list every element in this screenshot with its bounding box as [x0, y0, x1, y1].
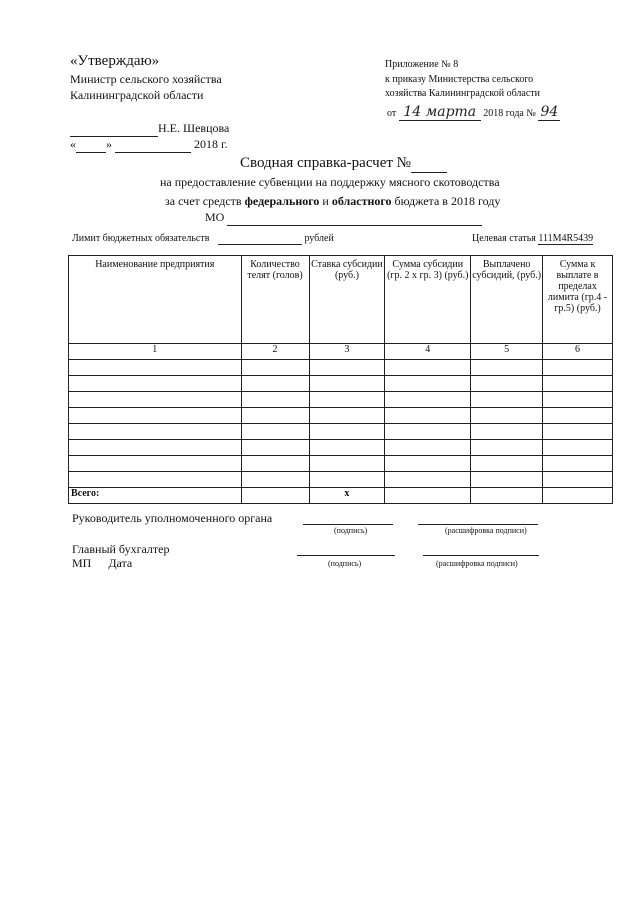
total-rate-x: х [309, 488, 385, 504]
head-decode-line [418, 524, 538, 525]
col-number: 1 [69, 344, 242, 360]
table-row [69, 360, 613, 376]
accountant-decode-hint: (расшифровка подписи) [436, 559, 518, 568]
table-cell[interactable] [543, 408, 613, 424]
date-quote-open: « [70, 137, 76, 151]
table-cell[interactable] [543, 440, 613, 456]
table-cell[interactable] [543, 360, 613, 376]
header-amount: Сумма субсидии (гр. 2 х гр. 3) (руб.) [385, 256, 471, 344]
approval-date-line [70, 137, 228, 153]
limit-line [72, 233, 334, 245]
table-cell[interactable] [69, 440, 242, 456]
table-cell[interactable] [69, 392, 242, 408]
col-number: 5 [471, 344, 543, 360]
table-cell[interactable] [385, 488, 471, 504]
mo-line [205, 210, 482, 226]
heading-sub2 [165, 194, 500, 209]
table-cell[interactable] [543, 472, 613, 488]
appendix-line1: к приказу Министерства сельского [385, 74, 534, 85]
table-cell[interactable] [241, 424, 309, 440]
table-cell[interactable] [385, 424, 471, 440]
table-cell[interactable] [241, 456, 309, 472]
table-cell[interactable] [69, 360, 242, 376]
table-cell[interactable] [543, 392, 613, 408]
table-cell[interactable] [385, 408, 471, 424]
table-cell[interactable] [385, 360, 471, 376]
table-row [69, 456, 613, 472]
table-cell[interactable] [69, 424, 242, 440]
month-blank [115, 137, 191, 153]
table-cell[interactable] [471, 488, 543, 504]
table-cell[interactable] [69, 456, 242, 472]
header-enterprise: Наименование предприятия [69, 256, 242, 344]
target-code: 111M4R5439 [538, 233, 594, 244]
accountant-label: Главный бухгалтер [72, 542, 170, 556]
heading-sub1: на предоставление субвенции на поддержку мясного скотоводства [160, 175, 500, 189]
table-number-row [69, 344, 613, 360]
approval-org-line2: Калининградской области [70, 88, 204, 102]
table-cell[interactable] [241, 488, 309, 504]
header-calves: Количество телят (голов) [241, 256, 309, 344]
target-label: Целевая статья [472, 233, 536, 244]
accountant-sign-hint: (подпись) [328, 559, 362, 568]
sub2-a: за счет средств [165, 194, 245, 208]
table-cell[interactable] [385, 440, 471, 456]
table-cell[interactable] [309, 376, 385, 392]
total-label: Всего: [69, 488, 242, 504]
table-cell[interactable] [471, 392, 543, 408]
limit-label: Лимит бюджетных обязательств [72, 233, 210, 244]
table-cell[interactable] [385, 392, 471, 408]
mo-label: МО [205, 210, 225, 224]
col-number: 3 [309, 344, 385, 360]
table-cell[interactable] [241, 440, 309, 456]
table-cell[interactable] [69, 376, 242, 392]
approval-org-line1: Министр сельского хозяйства [70, 72, 222, 86]
approval-title: «Утверждаю» [70, 53, 160, 69]
header-paid: Выплачено субсидий, (руб.) [471, 256, 543, 344]
table-cell[interactable] [309, 408, 385, 424]
date-quote-close: » [106, 137, 112, 151]
table-row [69, 472, 613, 488]
table-cell[interactable] [309, 456, 385, 472]
appendix-number-sign: № [526, 108, 536, 119]
col-number: 6 [543, 344, 613, 360]
sub2-c: и [319, 194, 332, 208]
limit-blank [218, 233, 302, 245]
table-cell[interactable] [471, 472, 543, 488]
table-cell[interactable] [471, 376, 543, 392]
handwritten-number: 94 [538, 104, 560, 121]
table-cell[interactable] [241, 376, 309, 392]
date-label: Дата [108, 556, 133, 570]
appendix-from: от [387, 108, 397, 119]
sub2-federal: федерального [244, 194, 320, 208]
table-cell[interactable] [241, 408, 309, 424]
col-number: 4 [385, 344, 471, 360]
mo-blank [227, 210, 482, 226]
approval-year: 2018 г. [194, 137, 228, 151]
table-cell[interactable] [471, 424, 543, 440]
day-blank [76, 137, 106, 153]
page-title-text: Сводная справка-расчет № [240, 155, 411, 171]
approval-signer: Н.Е. Шевцова [158, 121, 230, 135]
table-cell[interactable] [543, 456, 613, 472]
table-cell[interactable] [309, 424, 385, 440]
table-total-row [69, 488, 613, 504]
head-decode-hint: (расшифровка подписи) [445, 526, 527, 535]
table-cell[interactable] [385, 456, 471, 472]
table-row [69, 376, 613, 392]
approval-signer-line [70, 121, 229, 137]
appendix-year: 2018 года [483, 108, 524, 119]
table-row [69, 440, 613, 456]
accountant-decode-line [423, 555, 539, 556]
table-cell[interactable] [309, 472, 385, 488]
head-sign-line [303, 524, 393, 525]
table-cell[interactable] [309, 392, 385, 408]
table-cell[interactable] [385, 376, 471, 392]
table-cell[interactable] [471, 408, 543, 424]
handwritten-date: 14 марта [399, 104, 481, 121]
head-label: Руководитель уполномоченного органа [72, 511, 273, 525]
sub2-e: бюджета в 2018 году [391, 194, 501, 208]
table-cell[interactable] [241, 472, 309, 488]
mp-date-line [72, 556, 132, 571]
table-cell[interactable] [385, 472, 471, 488]
appendix-date-line [387, 104, 560, 121]
table-cell[interactable] [471, 440, 543, 456]
table-cell[interactable] [69, 472, 242, 488]
table-cell[interactable] [309, 360, 385, 376]
header-to-pay: Сумма к выплате в пределах лимита (гр.4 - гр.5) (руб.) [543, 256, 613, 344]
table-cell[interactable] [471, 360, 543, 376]
table-cell[interactable] [471, 456, 543, 472]
title-number-blank [411, 155, 447, 173]
page-title [240, 155, 447, 173]
sub2-regional: областного [331, 194, 392, 208]
table-cell[interactable] [241, 360, 309, 376]
table-header-row [69, 256, 613, 344]
table-cell[interactable] [543, 376, 613, 392]
table-row [69, 392, 613, 408]
header-rate: Ставка субсидии (руб.) [309, 256, 385, 344]
mp-label: МП [72, 556, 92, 570]
table-cell[interactable] [69, 408, 242, 424]
appendix-line2: хозяйства Калининградской области [385, 88, 541, 99]
limit-unit: рублей [304, 233, 334, 244]
table-row [69, 408, 613, 424]
table-cell[interactable] [241, 392, 309, 408]
subsidy-table [68, 255, 613, 504]
col-number: 2 [241, 344, 309, 360]
table-row [69, 424, 613, 440]
appendix-title: Приложение № 8 [385, 59, 459, 70]
target-line [472, 233, 593, 245]
table-cell[interactable] [543, 424, 613, 440]
head-sign-hint: (подпись) [334, 526, 368, 535]
signature-blank [70, 121, 158, 137]
table-cell[interactable] [543, 488, 613, 504]
table-cell[interactable] [309, 440, 385, 456]
accountant-sign-line [297, 555, 395, 556]
